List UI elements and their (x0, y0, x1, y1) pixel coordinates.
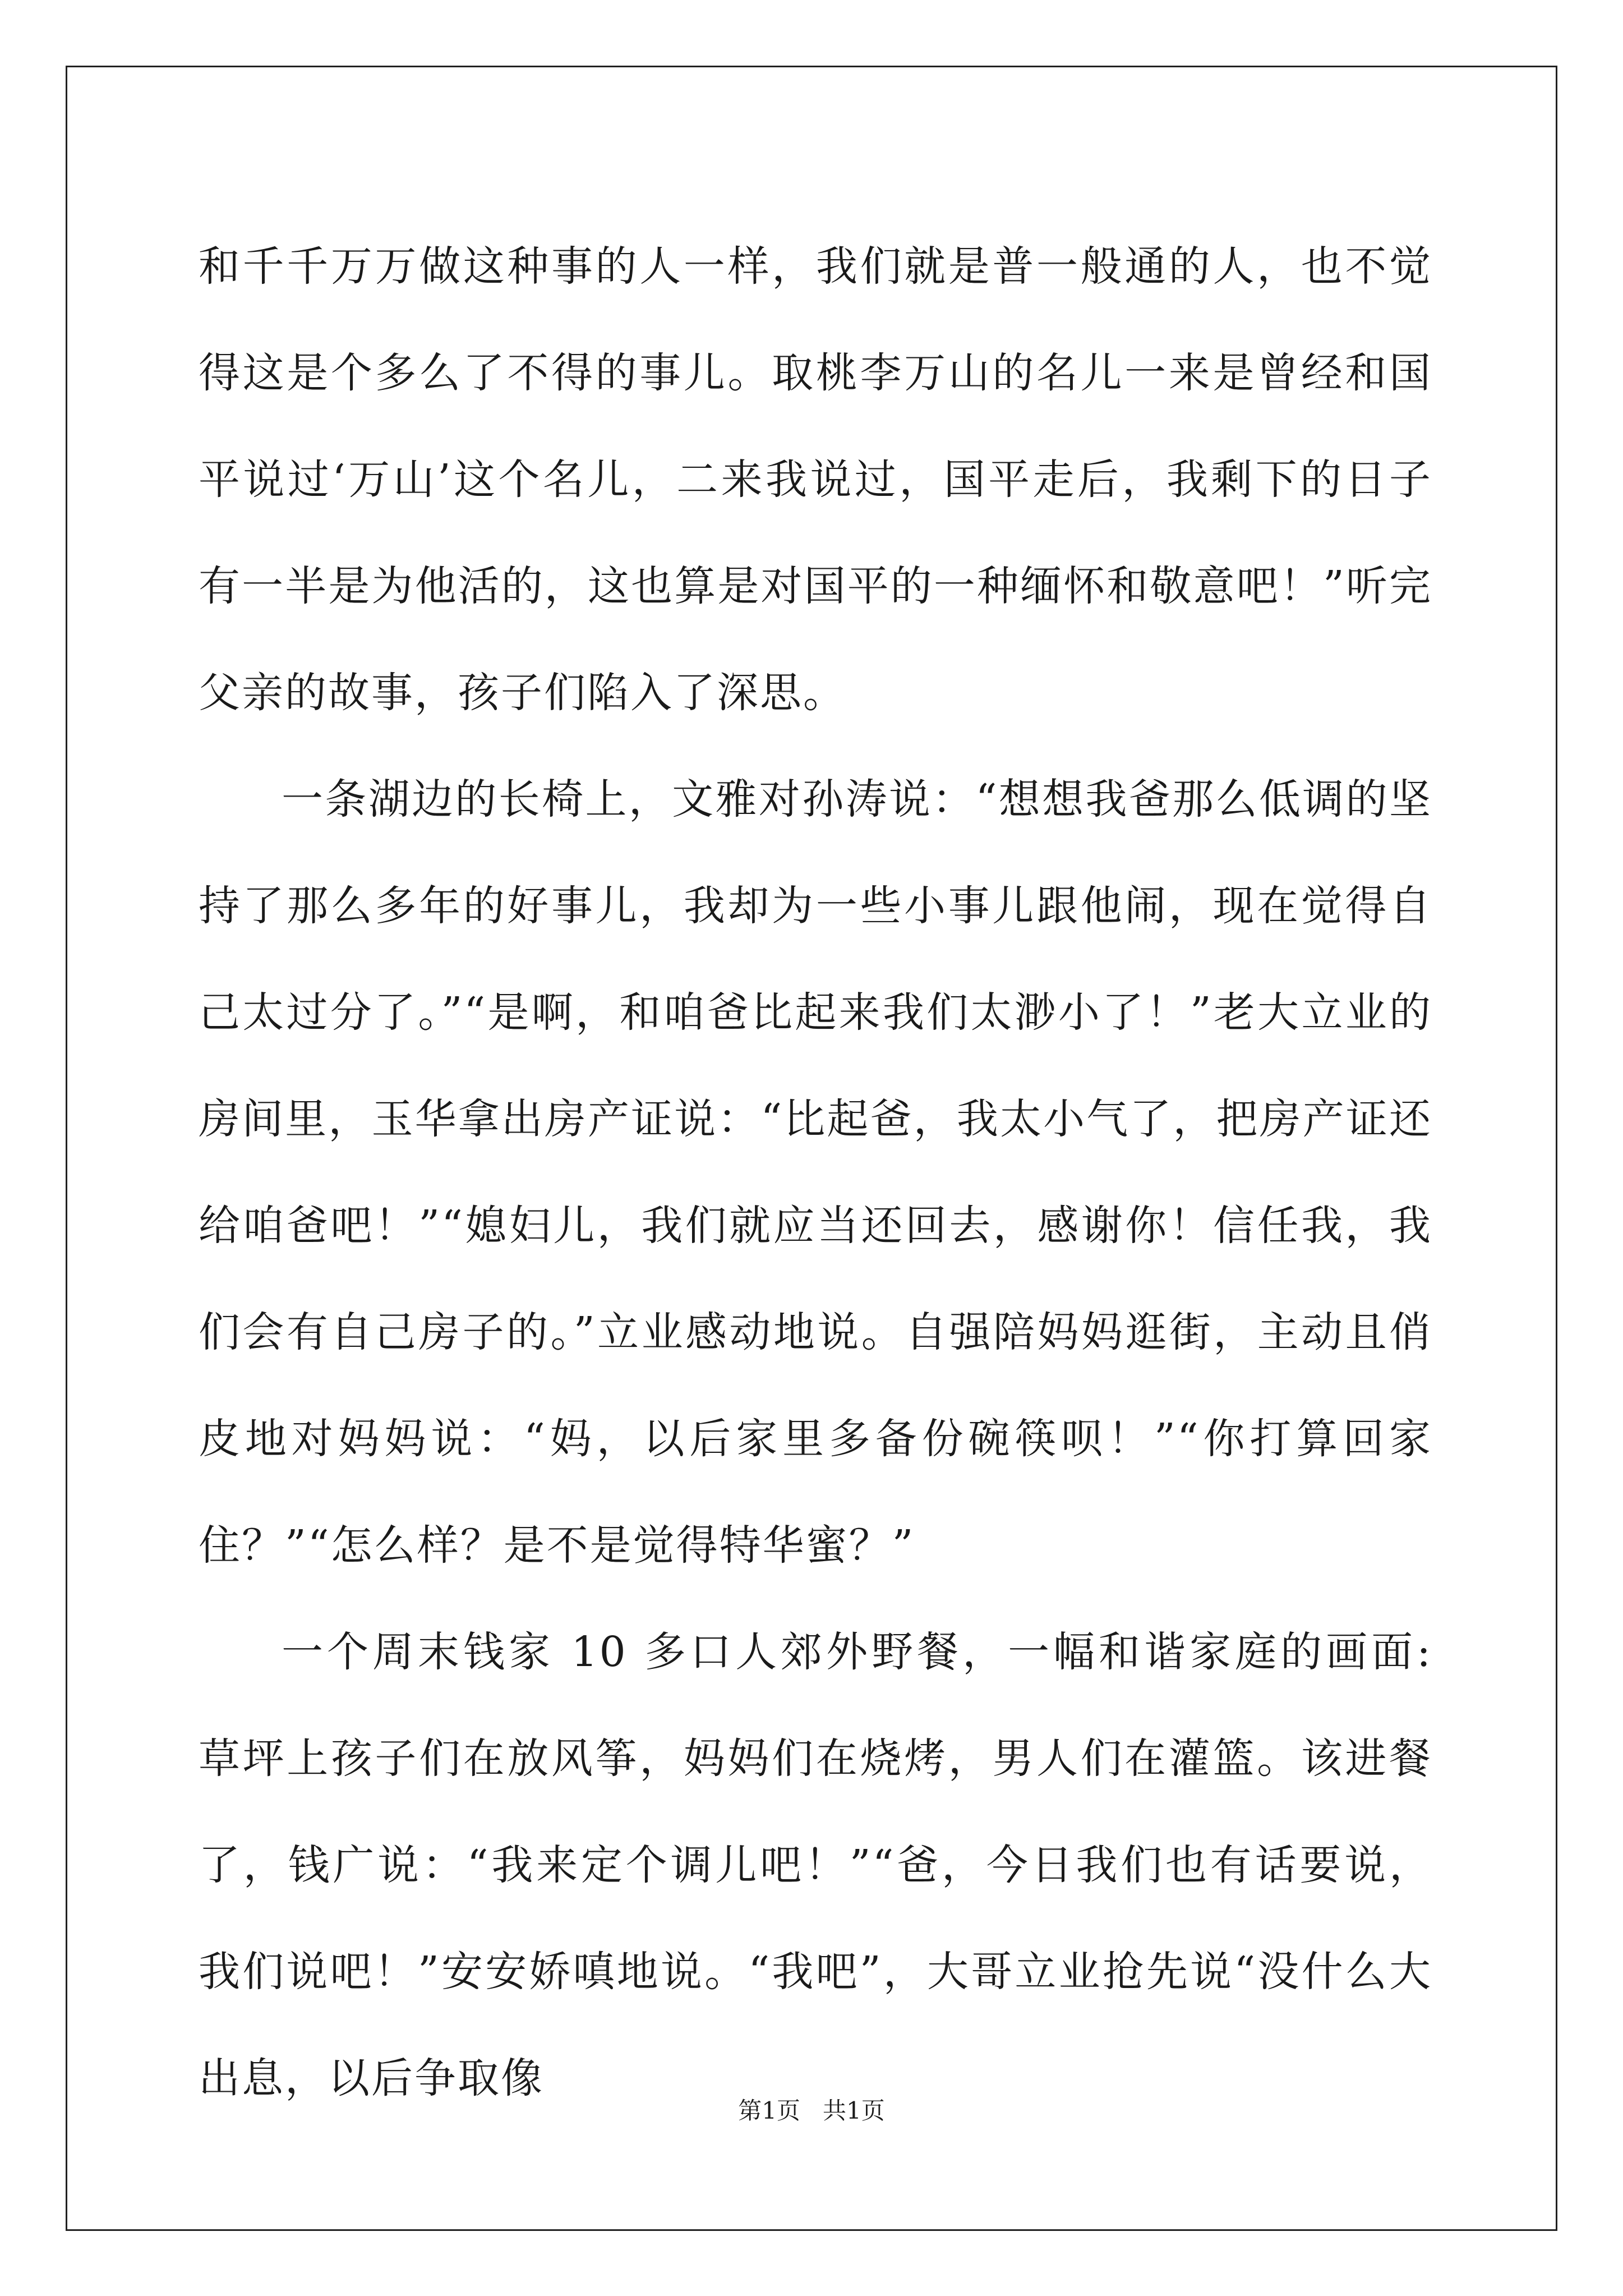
page-number: 第1页 (738, 2097, 800, 2124)
paragraph-1: 和千千万万做这种事的人一样，我们就是普一般通的人，也不觉得这是个多么了不得的事儿。取桃李万山的名儿一来是曾经和国平说过‘万山’这个名儿，二来我说过，国平走后，我剩下的日子有一半是为他活的，这也算是对国平的一种缅怀和敬意吧！”听完父亲的故事，孩子们陷入了深思。 (199, 242, 1432, 717)
paragraph-2: 一条湖边的长椅上，文雅对孙涛说：“想想我爸那么低调的坚持了那么多年的好事儿，我却为一些小事儿跟他闹，现在觉得自己太过分了。”“是啊，和咱爸比起来我们太渺小了！”老大立业的房间里，玉华拿出房产证说：“比起爸，我太小气了，把房产证还给咱爸吧！”“媳妇儿，我们就应当还回去，感谢你！信任我，我们会有自己房子的。”立业感动地说。自强陪妈妈逛街，主动且俏皮地对妈妈说：“妈，以后家里多备份碗筷呗！”“你打算回家住？”“怎么样？是不是觉得特华蜜？” (199, 775, 1432, 1570)
document-body (199, 213, 1432, 2132)
page-footer (0, 2094, 1623, 2128)
page-total: 共1页 (823, 2097, 885, 2124)
paragraph-3: 一个周末钱家 10 多口人郊外野餐，一幅和谐家庭的画面: 草坪上孩子们在放风筝，妈妈们在烧烤，男人们在灌篮。该进餐了，钱广说：“我来定个调儿吧！”“爸，今日我们也有话要说，我们说吧！”安安娇嗔地说。“我吧”，大哥立业抢先说“没什么大出息，以后争取像 (199, 1628, 1432, 2102)
